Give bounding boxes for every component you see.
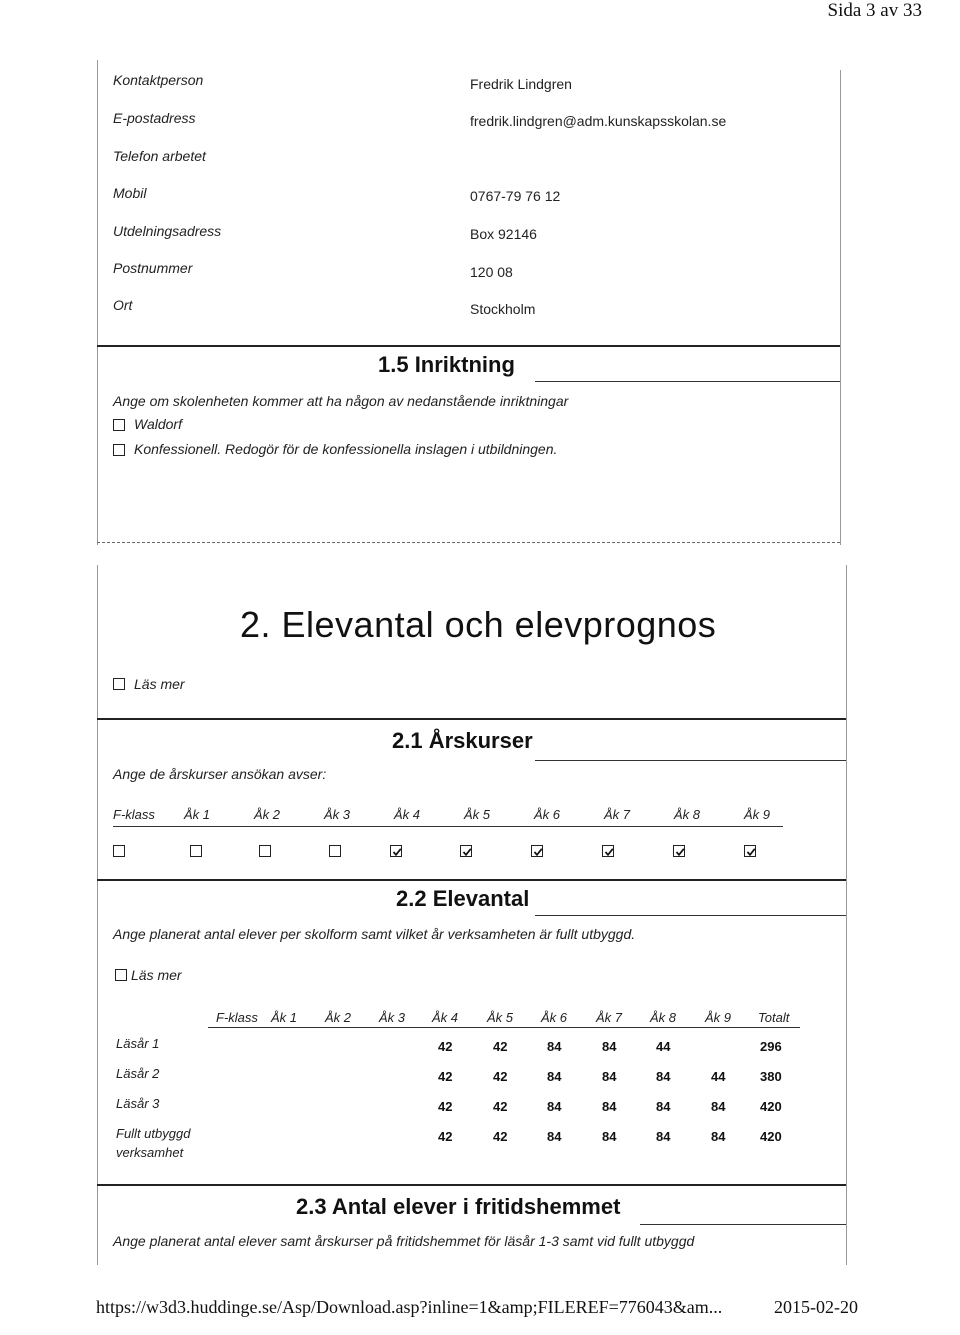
section-15-title: 1.5 Inriktning	[378, 352, 515, 377]
grade-label: Åk 4	[394, 807, 421, 822]
contact-value: 0767-79 76 12	[470, 188, 561, 204]
frame-left-bottom	[97, 565, 98, 1265]
table-column-header: Åk 4	[432, 1010, 459, 1025]
grade-label: Åk 3	[324, 807, 351, 822]
frame-right-bottom	[846, 565, 847, 1265]
section-23-instruction: Ange planerat antal elever samt årskurser på fritidshemmet för läsår 1-3 samt vid fullt utbyggd	[113, 1233, 695, 1249]
table-cell: 84	[547, 1039, 562, 1054]
waldorf-checkbox[interactable]	[113, 419, 125, 431]
grade-checkbox[interactable]	[190, 845, 202, 857]
read-more-checkbox-s22[interactable]	[115, 969, 127, 981]
grade-label: Åk 1	[184, 807, 211, 822]
table-row-label: Fullt utbyggd verksamhet	[116, 1126, 191, 1160]
table-cell: 42	[493, 1069, 508, 1084]
table-cell: 84	[602, 1039, 617, 1054]
contact-label: Ort	[113, 297, 133, 313]
table-cell: 84	[547, 1069, 562, 1084]
table-column-header: Åk 9	[705, 1010, 732, 1025]
table-cell: 84	[656, 1069, 671, 1084]
section-23-title: 2.3 Antal elever i fritidshemmet	[296, 1194, 621, 1219]
table-column-header: Åk 7	[596, 1010, 623, 1025]
section-15-instruction: Ange om skolenheten kommer att ha någon av nedanstående inriktningar	[113, 393, 569, 409]
divider-grades	[113, 826, 783, 827]
konfessionell-checkbox[interactable]	[113, 444, 125, 456]
grade-label: Åk 9	[744, 807, 771, 822]
read-more-checkbox-s2[interactable]	[113, 678, 125, 690]
table-column-header: Åk 2	[325, 1010, 352, 1025]
table-cell: 84	[602, 1099, 617, 1114]
contact-label: Kontaktperson	[113, 72, 204, 88]
table-cell: 84	[547, 1129, 562, 1144]
table-cell: 42	[493, 1039, 508, 1054]
table-column-header: Åk 8	[650, 1010, 677, 1025]
grade-checkbox[interactable]	[744, 845, 756, 857]
section-22-title: 2.2 Elevantal	[396, 886, 530, 911]
table-cell: 84	[602, 1129, 617, 1144]
table-cell: 44	[656, 1039, 671, 1054]
divider-s21-under	[535, 760, 846, 761]
konfessionell-label: Konfessionell. Redogör för de konfessionella inslagen i utbildningen.	[134, 441, 558, 457]
contact-value: Box 92146	[470, 226, 537, 242]
grade-checkbox[interactable]	[329, 845, 341, 857]
frame-left-top	[97, 60, 98, 545]
table-cell: 42	[493, 1099, 508, 1114]
table-cell: 84	[711, 1099, 726, 1114]
grade-label: Åk 2	[254, 807, 281, 822]
grade-label: F-klass	[113, 807, 155, 822]
table-cell: 44	[711, 1069, 726, 1084]
grade-checkbox[interactable]	[113, 845, 125, 857]
table-cell: 420	[760, 1099, 782, 1114]
table-cell: 84	[602, 1069, 617, 1084]
divider-s22-top	[97, 879, 846, 881]
section-2-title: 2. Elevantal och elevprognos	[240, 604, 717, 645]
section-22-instruction: Ange planerat antal elever per skolform samt vilket år verksamheten är fullt utbyggd.	[113, 926, 636, 942]
table-cell: 84	[711, 1129, 726, 1144]
contact-label: E-postadress	[113, 110, 196, 126]
table-column-header: Åk 5	[487, 1010, 514, 1025]
contact-label: Utdelningsadress	[113, 223, 222, 239]
divider-s22-under	[535, 915, 846, 916]
grade-checkbox[interactable]	[259, 845, 271, 857]
grade-checkbox[interactable]	[602, 845, 614, 857]
contact-value: Fredrik Lindgren	[470, 76, 572, 92]
table-cell: 420	[760, 1129, 782, 1144]
table-column-header: Totalt	[758, 1010, 790, 1025]
table-cell: 84	[547, 1099, 562, 1114]
table-cell: 42	[493, 1129, 508, 1144]
read-more-label-s2: Läs mer	[134, 676, 185, 692]
section-21-title: 2.1 Årskurser	[392, 728, 533, 753]
section-21-instruction: Ange de årskurser ansökan avser:	[113, 766, 327, 782]
grade-label: Åk 6	[534, 807, 561, 822]
grade-label: Åk 5	[464, 807, 491, 822]
grade-label: Åk 7	[604, 807, 631, 822]
table-row-label: Läsår 1	[116, 1036, 160, 1051]
table-row-label: Läsår 2	[116, 1066, 160, 1081]
divider-s21-top	[97, 718, 846, 720]
waldorf-label: Waldorf	[134, 416, 182, 432]
contact-label: Mobil	[113, 185, 147, 201]
grade-checkbox[interactable]	[390, 845, 402, 857]
table-cell: 296	[760, 1039, 782, 1054]
table-column-header: Åk 3	[379, 1010, 406, 1025]
table-column-header: Åk 6	[541, 1010, 568, 1025]
divider-s15-bottom	[97, 542, 840, 543]
divider-s23-under	[640, 1224, 846, 1225]
contact-label: Telefon arbetet	[113, 148, 206, 164]
frame-right-top	[840, 70, 841, 545]
table-cell: 380	[760, 1069, 782, 1084]
footer-url[interactable]: https://w3d3.huddinge.se/Asp/Download.asp?inline=1&amp;FILEREF=776043&am...	[96, 1297, 723, 1317]
table-column-header: F-klass	[216, 1010, 258, 1025]
page-number: Sida 3 av 33	[827, 0, 922, 21]
table-cell: 42	[438, 1069, 453, 1084]
table-cell: 42	[438, 1099, 453, 1114]
footer-date: 2015-02-20	[774, 1297, 858, 1317]
grade-checkbox[interactable]	[673, 845, 685, 857]
table-row-label: Läsår 3	[116, 1096, 160, 1111]
table-cell: 84	[656, 1129, 671, 1144]
read-more-label-s22: Läs mer	[131, 967, 182, 983]
grade-checkbox[interactable]	[460, 845, 472, 857]
contact-value: Stockholm	[470, 301, 536, 317]
contact-label: Postnummer	[113, 260, 193, 276]
contact-value: 120 08	[470, 264, 513, 280]
divider-table-head	[208, 1027, 800, 1028]
divider-s15-top	[97, 345, 840, 347]
divider-s23-top	[97, 1184, 846, 1186]
table-column-header: Åk 1	[271, 1010, 298, 1025]
divider-s15-under	[535, 381, 840, 382]
table-cell: 42	[438, 1039, 453, 1054]
table-cell: 42	[438, 1129, 453, 1144]
grade-label: Åk 8	[674, 807, 701, 822]
grade-checkbox[interactable]	[531, 845, 543, 857]
table-cell: 84	[656, 1099, 671, 1114]
contact-value: fredrik.lindgren@adm.kunskapsskolan.se	[470, 113, 727, 129]
